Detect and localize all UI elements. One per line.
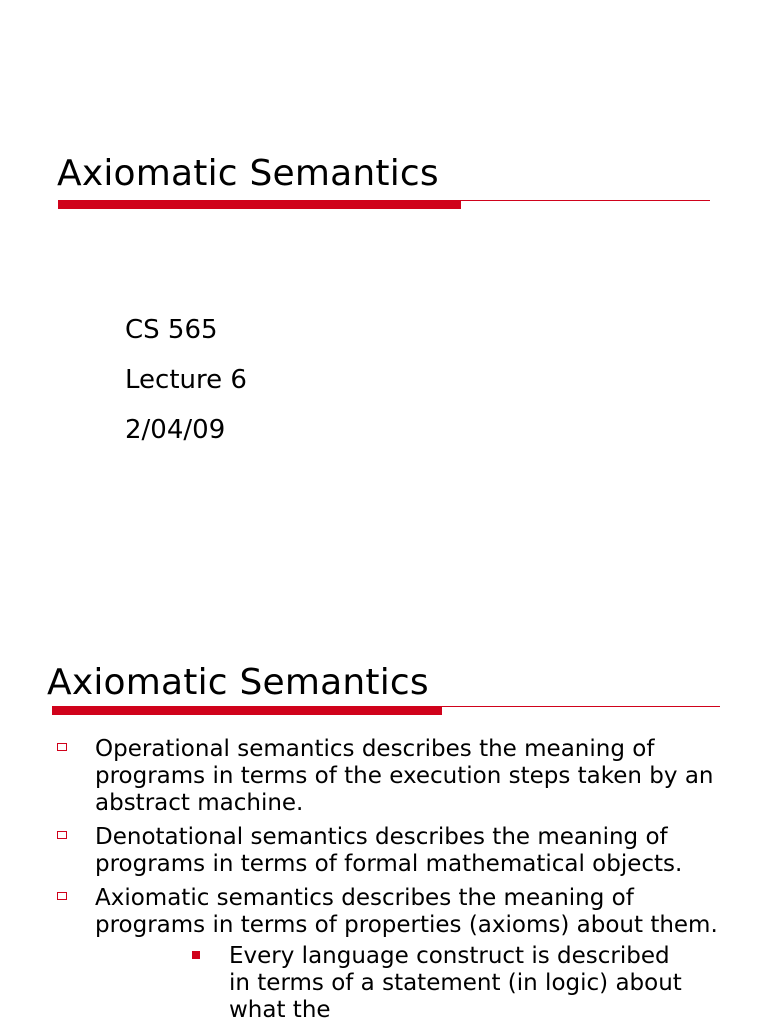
hollow-square-icon (57, 831, 67, 839)
course-code: CS 565 (125, 315, 218, 345)
slide-title: Axiomatic Semantics (57, 153, 439, 194)
bullet-axiomatic (0, 885, 768, 1024)
bullet-text: Axiomatic semantics describes the meaning of programs in terms of properties (axioms) about them. (95, 885, 718, 938)
bullet-operational (0, 736, 768, 817)
filled-square-icon (192, 951, 200, 959)
lecture-number: Lecture 6 (125, 365, 247, 395)
sub-bullet-text: Every language construct is described in terms of a statement (in logic) about what the (229, 943, 682, 1023)
content-slide (0, 626, 768, 1024)
sub-bullet-construct (95, 943, 728, 1024)
lecture-date: 2/04/09 (125, 415, 226, 445)
hollow-square-icon (57, 743, 67, 751)
title-underline-thick (52, 707, 442, 715)
bullet-list (0, 736, 768, 1024)
bullet-text: Operational semantics describes the meaning of programs in terms of the execution steps taken by an abstract machine. (95, 736, 714, 816)
bullet-denotational (0, 824, 768, 878)
course-info (125, 305, 247, 455)
slide-title: Axiomatic Semantics (47, 662, 429, 703)
hollow-square-icon (57, 892, 67, 900)
title-underline-thick (58, 201, 461, 209)
bullet-text: Denotational semantics describes the meaning of programs in terms of formal mathematical objects. (95, 824, 683, 877)
